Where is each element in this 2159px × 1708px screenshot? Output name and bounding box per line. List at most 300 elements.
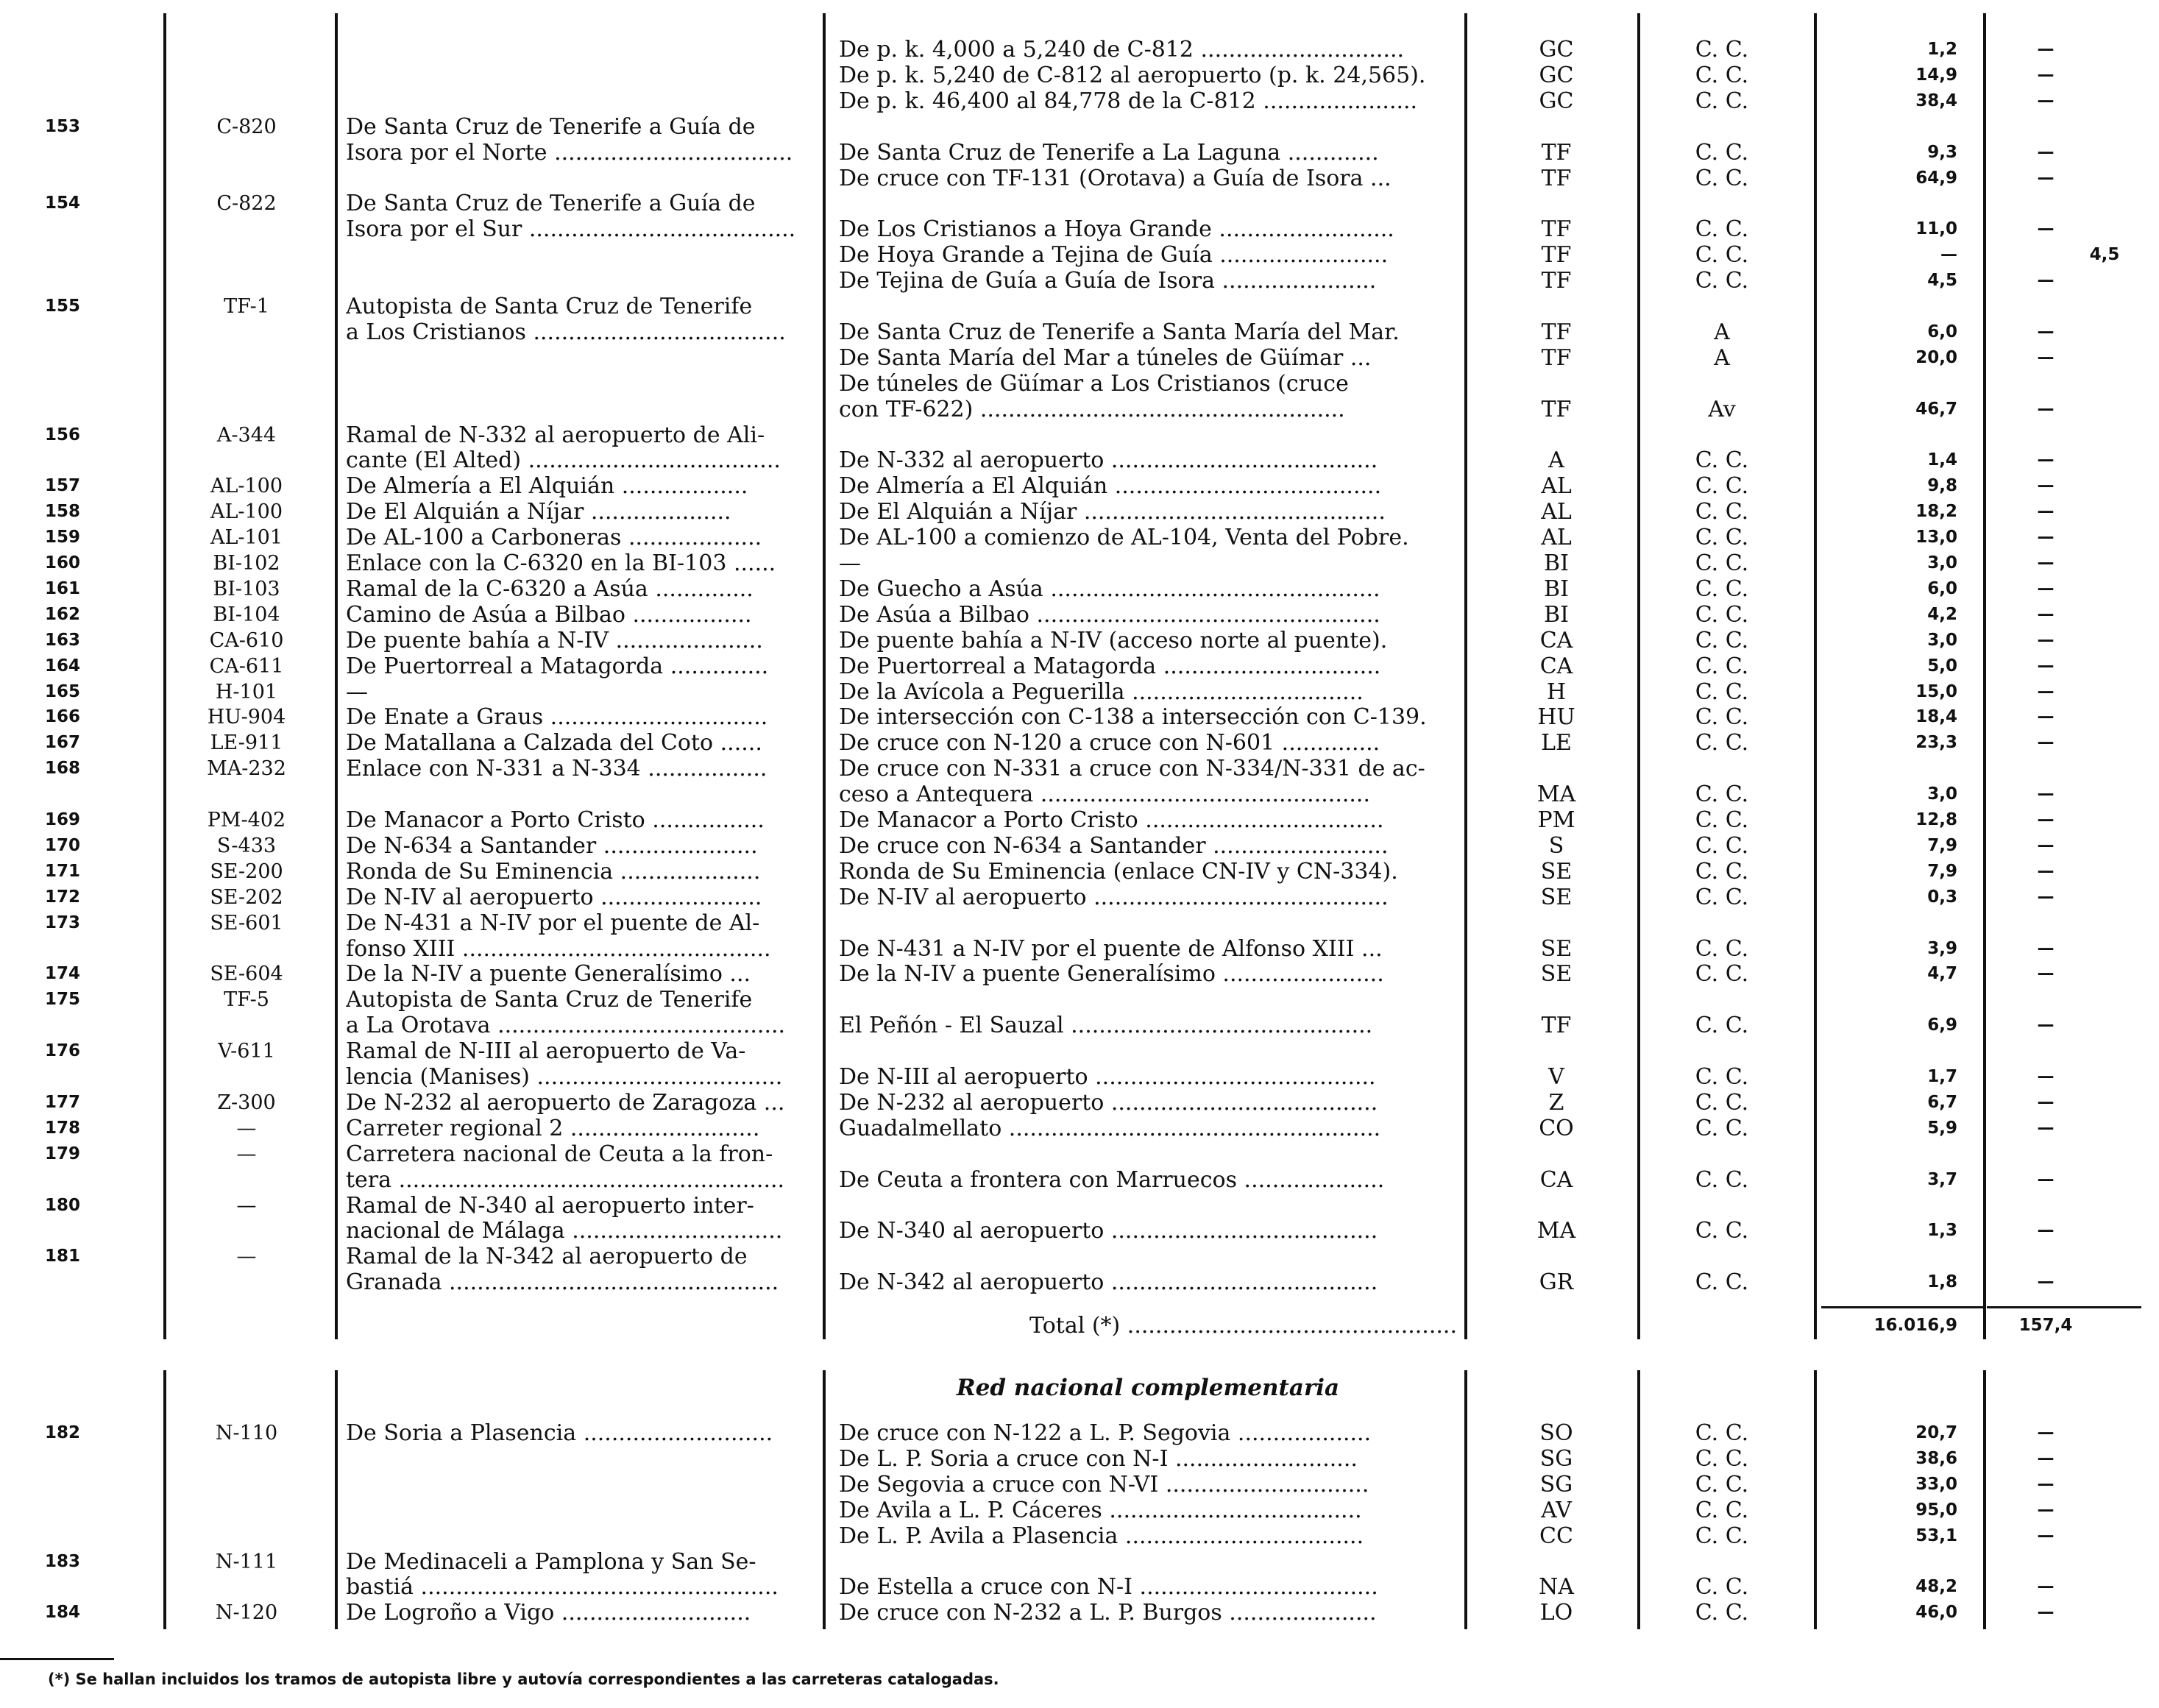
length-km: 3,0 [1927, 553, 1957, 573]
road-type: C. C. [1695, 1420, 1749, 1446]
road-code: CA-611 [209, 654, 284, 678]
table-row [0, 397, 2159, 422]
road-type: C. C. [1695, 782, 1749, 808]
road-code: BI-104 [213, 603, 280, 626]
length-km-2: — [2037, 476, 2055, 496]
table-row [0, 140, 2159, 166]
road-type: C. C. [1695, 832, 1749, 859]
table-row [0, 1446, 2159, 1472]
road-name: Autopista de Santa Cruz de Tenerife [346, 294, 753, 319]
total-rule [1987, 1306, 2141, 1308]
road-code: AL-100 [210, 500, 283, 524]
section-title: Red nacional complementaria [956, 1375, 1340, 1401]
province-code: SE [1540, 961, 1573, 988]
length-km-2: — [2037, 219, 2055, 239]
road-section: De túneles de Güímar a Los Cristianos (cruce [839, 370, 1349, 397]
road-name: nacional de Málaga .............................. [346, 1218, 783, 1244]
row-number: 164 [44, 656, 80, 676]
row-number: 172 [44, 887, 80, 907]
road-name: — [346, 678, 368, 705]
province-code: SG [1539, 1471, 1573, 1498]
road-type: C. C. [1695, 1064, 1749, 1090]
road-section: Ronda de Su Eminencia (enlace CN-IV y CN-334). [839, 858, 1398, 885]
road-code: H-101 [215, 680, 278, 704]
road-section: De N-340 al aeropuerto ...................................... [839, 1218, 1378, 1244]
road-type: C. C. [1695, 473, 1749, 500]
road-section: De Estella a cruce con N-I .................................. [839, 1574, 1378, 1601]
row-number: 169 [44, 810, 80, 829]
road-section: De N-332 al aeropuerto ...................................... [839, 447, 1378, 474]
footnote: (*) Se hallan incluidos los tramos de autopista libre y autovía correspondientes a las carreteras catalogadas. [48, 1670, 999, 1688]
length-km-2: — [2037, 835, 2055, 855]
row-number: 157 [44, 476, 80, 496]
road-name: De puente bahía a N-IV ..................... [346, 627, 763, 653]
road-section: De L. P. Soria a cruce con N-I .......................... [839, 1445, 1358, 1472]
province-code: TF [1541, 344, 1572, 371]
length-km: 5,0 [1927, 656, 1957, 676]
road-name: De la N-IV a puente Generalísimo ... [346, 961, 751, 988]
length-km: 1,4 [1927, 450, 1957, 470]
road-section: De Almería a El Alquián ...................................... [839, 473, 1382, 500]
road-name: De El Alquián a Níjar .................... [346, 499, 731, 525]
table-row [0, 1549, 2159, 1575]
road-name: Carreter regional 2 ........................... [346, 1115, 760, 1141]
table-row [0, 756, 2159, 782]
length-km-2: — [2037, 604, 2055, 624]
road-section: De Hoya Grande a Tejina de Guía ........................ [839, 242, 1389, 269]
extra-value: 4,5 [2089, 245, 2120, 265]
province-code: TF [1541, 1013, 1572, 1039]
road-name: De Matallana a Calzada del Coto ...... [346, 730, 762, 756]
province-code: AV [1541, 1497, 1572, 1523]
length-km: 9,3 [1927, 142, 1957, 162]
road-code: AL-100 [210, 475, 283, 498]
length-km-2: — [2037, 1500, 2055, 1520]
road-name: Ramal de N-340 al aeropuerto inter- [346, 1192, 754, 1219]
road-code: TF-5 [224, 988, 269, 1012]
road-type: C. C. [1695, 1166, 1749, 1193]
road-section: De Manacor a Porto Cristo .................................. [839, 807, 1384, 833]
road-code: PM-402 [207, 809, 286, 832]
row-number: 178 [44, 1118, 80, 1138]
length-km: 18,4 [1915, 707, 1957, 727]
road-type: C. C. [1695, 1218, 1749, 1244]
road-section: De cruce con N-120 a cruce con N-601 .............. [839, 730, 1380, 756]
road-type: C. C. [1695, 268, 1749, 294]
road-type: C. C. [1695, 447, 1749, 474]
road-code: N-110 [215, 1422, 278, 1445]
road-section: De puente bahía a N-IV (acceso norte al puente). [839, 627, 1388, 653]
row-number: 177 [44, 1092, 80, 1112]
length-km: 9,8 [1927, 476, 1957, 496]
length-km: 20,7 [1915, 1423, 1957, 1442]
road-section: De Segovia a cruce con N-VI ............................. [839, 1471, 1369, 1498]
length-km-2: — [2037, 938, 2055, 958]
road-name: Isora por el Sur ...................................... [346, 216, 796, 243]
table-row [0, 114, 2159, 140]
length-km: 3,0 [1927, 784, 1957, 804]
table-row [0, 1064, 2159, 1090]
province-code: AL [1541, 473, 1572, 500]
length-km-2: — [2037, 1448, 2055, 1468]
road-section: De N-IV al aeropuerto .......................................... [839, 884, 1389, 910]
road-name: Granada ............................................... [346, 1269, 779, 1296]
road-name: De Almería a El Alquián .................. [346, 473, 748, 500]
road-code: — [236, 1142, 257, 1166]
length-km: 0,3 [1927, 887, 1957, 907]
row-number: 176 [44, 1041, 80, 1061]
length-km: 6,9 [1927, 1016, 1957, 1035]
road-section: De cruce con TF-131 (Orotava) a Guía de Isora ... [839, 165, 1392, 191]
road-type: C. C. [1695, 575, 1749, 602]
road-code: V-611 [218, 1040, 275, 1063]
table-row [0, 628, 2159, 653]
road-name: a La Orotava ......................................... [346, 1013, 786, 1039]
length-km-2: — [2037, 528, 2055, 548]
road-name: Camino de Asúa a Bilbao ................. [346, 601, 752, 628]
table-row [0, 859, 2159, 885]
length-km: 1,7 [1927, 1067, 1957, 1086]
road-section: De Tejina de Guía a Guía de Isora ...................... [839, 268, 1377, 294]
length-km: 12,8 [1915, 810, 1957, 829]
length-km-2: — [2037, 1092, 2055, 1112]
road-section: — [839, 550, 861, 576]
length-km-2: — [2037, 784, 2055, 804]
total-km2: 157,4 [2018, 1316, 2073, 1335]
road-type: C. C. [1695, 678, 1749, 705]
road-section: De N-III al aeropuerto ........................................ [839, 1064, 1376, 1090]
road-code: SE-601 [210, 911, 283, 935]
road-name: fonso XIII ............................................ [346, 935, 771, 962]
road-type: C. C. [1695, 1471, 1749, 1498]
length-km-2: — [2037, 861, 2055, 881]
road-name: Ramal de N-III al aeropuerto de Va- [346, 1038, 746, 1065]
row-number: 154 [44, 194, 80, 213]
road-section: De Asúa a Bilbao ................................................. [839, 601, 1380, 628]
table-row [0, 1574, 2159, 1600]
road-name: Ramal de la N-342 al aeropuerto de [346, 1244, 748, 1270]
road-type: C. C. [1695, 884, 1749, 910]
table-row [0, 319, 2159, 345]
length-km-2: — [2037, 1221, 2055, 1241]
length-km: 46,0 [1915, 1603, 1957, 1623]
row-number: 184 [44, 1603, 80, 1623]
road-name: De Medinaceli a Pamplona y San Se- [346, 1548, 756, 1575]
length-km-2: — [2037, 1474, 2055, 1494]
province-code: GR [1539, 1269, 1574, 1296]
length-km-2: — [2037, 347, 2055, 367]
province-code: TF [1541, 242, 1572, 269]
province-code: AL [1541, 525, 1572, 551]
table-row [0, 216, 2159, 242]
province-code: BI [1544, 575, 1569, 602]
road-section: De la Avícola a Peguerilla ................................. [839, 678, 1364, 705]
row-number: 180 [44, 1195, 80, 1215]
length-km: 48,2 [1915, 1577, 1957, 1597]
table-row [0, 679, 2159, 705]
road-type: C. C. [1695, 1523, 1749, 1549]
table-row [0, 499, 2159, 525]
table-row [0, 1038, 2159, 1064]
road-name: cante (El Alted) .................................... [346, 447, 781, 474]
table-row [0, 1269, 2159, 1295]
length-km-2: — [2037, 1423, 2055, 1442]
road-section: De p. k. 5,240 de C-812 al aeropuerto (p. k. 24,565). [839, 62, 1426, 88]
road-type: C. C. [1695, 88, 1749, 114]
road-name: Ronda de Su Eminencia .................... [346, 858, 761, 885]
road-code: HU-904 [207, 706, 286, 729]
length-km-2: — [2037, 40, 2055, 59]
road-section: De intersección con C-138 a intersección con C-139. [839, 704, 1427, 731]
road-type: C. C. [1695, 165, 1749, 191]
province-code: PM [1537, 807, 1575, 833]
road-section: De N-232 al aeropuerto ...................................... [839, 1089, 1378, 1116]
table-row [0, 653, 2159, 679]
road-code: SE-202 [210, 885, 283, 909]
table-row [0, 1116, 2159, 1141]
province-code: TF [1541, 268, 1572, 294]
table-row [0, 422, 2159, 448]
road-section: De L. P. Avila a Plasencia .................................. [839, 1523, 1364, 1549]
length-km: 4,5 [1927, 271, 1957, 291]
road-type: C. C. [1695, 139, 1749, 166]
road-section: De Guecho a Asúa ............................................... [839, 575, 1380, 602]
length-km: 3,0 [1927, 630, 1957, 650]
length-km-2: — [2037, 810, 2055, 829]
length-km-2: — [2037, 1525, 2055, 1545]
province-code: TF [1541, 216, 1572, 243]
road-name: De N-634 a Santander ...................... [346, 832, 758, 859]
row-number: 171 [44, 861, 80, 881]
length-km: 20,0 [1915, 347, 1957, 367]
length-km-2: — [2037, 322, 2055, 341]
road-type: C. C. [1695, 1600, 1749, 1626]
road-section: De cruce con N-232 a L. P. Burgos ..................... [839, 1600, 1377, 1626]
length-km: 7,9 [1927, 835, 1957, 855]
road-name: Carretera nacional de Ceuta a la fron- [346, 1141, 773, 1167]
road-section: De El Alquián a Níjar ........................................... [839, 499, 1386, 525]
table-row [0, 782, 2159, 807]
road-name: Isora por el Norte .................................. [346, 139, 793, 166]
length-km-2: — [2037, 887, 2055, 907]
table-row [0, 1141, 2159, 1167]
row-number: 163 [44, 630, 80, 650]
length-km: 1,8 [1927, 1272, 1957, 1292]
road-name: De Enate a Graus ............................... [346, 704, 768, 731]
road-section: De N-342 al aeropuerto ...................................... [839, 1269, 1378, 1296]
length-km-2: — [2037, 656, 2055, 676]
length-km-2: — [2037, 399, 2055, 419]
province-code: SE [1540, 884, 1573, 910]
road-name: De Logroño a Vigo ........................... [346, 1600, 751, 1626]
road-type: C. C. [1695, 935, 1749, 962]
length-km-2: — [2037, 168, 2055, 188]
row-number: 174 [44, 964, 80, 984]
road-type: C. C. [1695, 1574, 1749, 1601]
road-name: tera ....................................................... [346, 1166, 785, 1193]
road-name: Enlace con N-331 a N-334 ................. [346, 756, 767, 782]
road-type: C. C. [1695, 499, 1749, 525]
road-section: De cruce con N-122 a L. P. Segovia ................... [839, 1420, 1372, 1446]
road-name: De Santa Cruz de Tenerife a Guía de [346, 191, 756, 217]
province-code: CA [1539, 627, 1573, 653]
road-section: De la N-IV a puente Generalísimo ....................... [839, 961, 1384, 988]
province-code: S [1548, 832, 1564, 859]
road-name: De Soria a Plasencia ........................... [346, 1420, 773, 1446]
road-code: — [236, 1116, 257, 1140]
length-km: 14,9 [1915, 65, 1957, 85]
province-code: SO [1539, 1420, 1573, 1446]
total-rule [1821, 1306, 1983, 1308]
length-km: 6,0 [1927, 322, 1957, 341]
road-type: C. C. [1695, 216, 1749, 243]
road-type: C. C. [1695, 601, 1749, 628]
length-km-2: — [2037, 578, 2055, 598]
province-code: CA [1539, 653, 1573, 679]
road-code: SE-200 [210, 860, 283, 883]
road-section: De Santa María del Mar a túneles de Güímar ... [839, 344, 1372, 371]
province-code: HU [1537, 704, 1575, 731]
length-km: 38,4 [1915, 91, 1957, 110]
province-code: AL [1541, 499, 1572, 525]
length-km-2: — [2037, 142, 2055, 162]
road-code: N-120 [215, 1601, 278, 1625]
road-type: C. C. [1695, 1445, 1749, 1472]
length-km: 15,0 [1915, 681, 1957, 701]
total-label: Total (*) ............................................... [1029, 1313, 1457, 1339]
province-code: GC [1539, 88, 1574, 114]
length-km-2: — [2037, 65, 2055, 85]
province-code: CO [1539, 1115, 1574, 1141]
row-number: 161 [44, 578, 80, 598]
road-section: De Puertorreal a Matagorda ............................... [839, 653, 1381, 679]
row-number: 183 [44, 1551, 80, 1571]
length-km-2: — [2037, 1067, 2055, 1086]
road-name: Ramal de la C-6320 a Asúa .............. [346, 575, 754, 602]
length-km: 4,7 [1927, 964, 1957, 984]
row-number: 167 [44, 733, 80, 753]
road-name: Autopista de Santa Cruz de Tenerife [346, 987, 753, 1013]
province-code: CC [1539, 1523, 1573, 1549]
length-km: 38,6 [1915, 1448, 1957, 1468]
road-code: AL-101 [210, 526, 283, 550]
road-code: C-820 [216, 115, 277, 138]
province-code: SG [1539, 1445, 1573, 1472]
table-row [0, 910, 2159, 936]
length-km: 3,7 [1927, 1169, 1957, 1189]
province-code: GC [1539, 62, 1574, 88]
length-km-2: — [2037, 964, 2055, 984]
road-type: C. C. [1695, 525, 1749, 551]
length-km: 33,0 [1915, 1474, 1957, 1494]
province-code: MA [1536, 1218, 1576, 1244]
length-km: 18,2 [1915, 502, 1957, 522]
length-km: 95,0 [1915, 1500, 1957, 1520]
road-type: C. C. [1695, 550, 1749, 576]
road-code: MA-232 [207, 757, 286, 781]
province-code: BI [1544, 550, 1569, 576]
length-km: 46,7 [1915, 399, 1957, 419]
length-km-2: — [2037, 733, 2055, 753]
length-km-2: — [2037, 450, 2055, 470]
length-km-2: — [2037, 1016, 2055, 1035]
row-number: 179 [44, 1144, 80, 1163]
province-code: MA [1536, 782, 1576, 808]
length-km: 6,7 [1927, 1092, 1957, 1112]
road-section: El Peñón - El Sauzal ........................................... [839, 1013, 1373, 1039]
length-km: 23,3 [1915, 733, 1957, 753]
road-name: lencia (Manises) ................................... [346, 1064, 783, 1090]
province-code: CA [1539, 1166, 1573, 1193]
length-km: — [1940, 245, 1957, 265]
road-section: De p. k. 4,000 a 5,240 de C-812 ............................. [839, 37, 1405, 63]
table-row [0, 473, 2159, 499]
road-code: C-822 [216, 192, 277, 216]
length-km-2: — [2037, 553, 2055, 573]
province-code: A [1548, 447, 1564, 474]
row-number: 159 [44, 528, 80, 548]
table-row [0, 1167, 2159, 1193]
length-km: 7,9 [1927, 861, 1957, 881]
length-km: 11,0 [1915, 219, 1957, 239]
row-number: 166 [44, 707, 80, 727]
row-number: 170 [44, 835, 80, 855]
road-name: De N-431 a N-IV por el puente de Al- [346, 910, 760, 936]
table-row [0, 1498, 2159, 1523]
road-name: Ramal de N-332 al aeropuerto de Ali- [346, 422, 765, 448]
table-row [0, 1523, 2159, 1549]
province-code: BI [1544, 601, 1569, 628]
row-number: 165 [44, 681, 80, 701]
length-km-2: — [2037, 681, 2055, 701]
road-name: De Santa Cruz de Tenerife a Guía de [346, 113, 756, 140]
table-row [0, 576, 2159, 602]
road-code: SE-604 [210, 963, 283, 986]
table-row [0, 730, 2159, 756]
length-km-2: — [2037, 1169, 2055, 1189]
road-type: Av [1708, 396, 1736, 422]
road-section: De AL-100 a comienzo de AL-104, Venta del Pobre. [839, 525, 1409, 551]
length-km: 1,3 [1927, 1221, 1957, 1241]
length-km: 5,9 [1927, 1118, 1957, 1138]
road-code: BI-102 [213, 552, 280, 575]
province-code: TF [1541, 165, 1572, 191]
road-name: De Manacor a Porto Cristo ................ [346, 807, 765, 833]
road-type: C. C. [1695, 37, 1749, 63]
road-section: ceso a Antequera ............................................... [839, 782, 1371, 808]
table-row [0, 885, 2159, 910]
road-section: De p. k. 46,400 al 84,778 de la C-812 ...................... [839, 88, 1418, 114]
table-row [0, 268, 2159, 294]
table-row [0, 807, 2159, 833]
road-type: C. C. [1695, 1089, 1749, 1116]
length-km: 3,9 [1927, 938, 1957, 958]
table-row [0, 447, 2159, 473]
row-number: 181 [44, 1247, 80, 1266]
table-row [0, 1193, 2159, 1219]
table-row [0, 833, 2159, 859]
road-section: De N-431 a N-IV por el puente de Alfonso XIII ... [839, 935, 1383, 962]
row-number: 173 [44, 913, 80, 932]
road-name: a Los Cristianos .................................... [346, 319, 786, 345]
table-row [0, 1420, 2159, 1446]
road-type: C. C. [1695, 858, 1749, 885]
row-number: 168 [44, 759, 80, 779]
road-code: — [236, 1194, 257, 1217]
length-km-2: — [2037, 630, 2055, 650]
province-code: NA [1539, 1574, 1574, 1601]
province-code: V [1548, 1064, 1564, 1090]
